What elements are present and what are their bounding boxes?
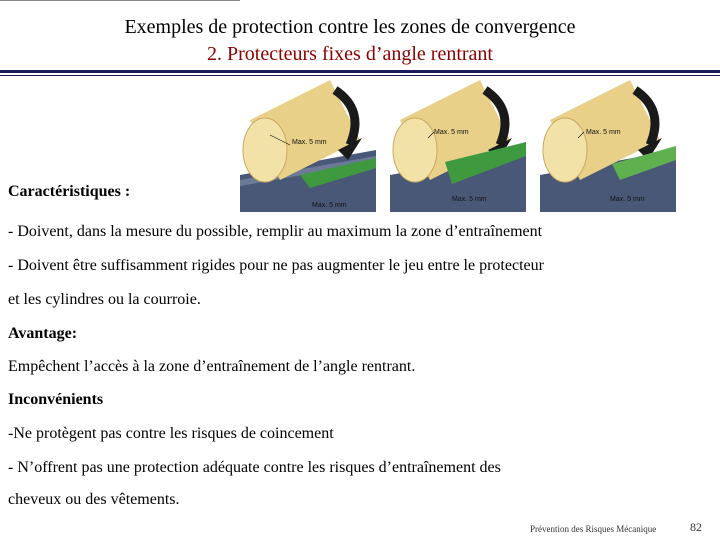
characteristic-line-3: et les cylindres ou la courroie. (8, 291, 201, 308)
gap-label-top: Max. 5 mm (292, 139, 327, 146)
title-line-1: Exemples de protection contre les zones de convergence (124, 16, 576, 38)
divider-line (0, 0, 240, 1)
illustration-panel-3 (540, 80, 676, 212)
title-rule-thin (0, 75, 720, 76)
illustration-panel-1 (240, 80, 376, 212)
page-number: 82 (690, 520, 702, 534)
advantage-heading: Avantage: (8, 325, 78, 342)
gap-label-bottom: Max. 5 mm (610, 196, 645, 203)
roller-guard-illustration (390, 80, 526, 212)
drawback-line-3: cheveux ou des vêtements. (8, 491, 180, 508)
drawback-line-2: - N’offrent pas une protection adéquate contre les risques d’entraînement des (8, 459, 501, 476)
title-rule-thick (0, 70, 720, 73)
drawbacks-heading: Inconvénients (8, 391, 104, 408)
slide-title (0, 14, 700, 68)
title-line-2: 2. Protecteurs fixes d’angle rentrant (206, 43, 493, 65)
gap-label-bottom: Max. 5 mm (452, 196, 487, 203)
characteristic-line-1: - Doivent, dans la mesure du possible, remplir au maximum la zone d’entraînement (8, 223, 543, 240)
drawback-line-1: -Ne protègent pas contre les risques de coincement (8, 425, 334, 442)
gap-label-bottom: Max. 5 mm (312, 202, 347, 209)
illustration-panel-2 (390, 80, 526, 212)
roller-guard-illustration (240, 80, 376, 212)
advantage-text: Empêchent l’accès à la zone d’entraînement de l’angle rentrant. (8, 358, 416, 375)
gap-label-top: Max. 5 mm (586, 129, 621, 136)
gap-label-top: Max. 5 mm (434, 129, 469, 136)
characteristic-line-2: - Doivent être suffisamment rigides pour ne pas augmenter le jeu entre le protecteur (8, 257, 544, 274)
characteristics-heading: Caractéristiques : (8, 183, 131, 200)
roller-guard-illustration (540, 80, 676, 212)
footer-text: Prévention des Risques Mécanique (530, 524, 657, 534)
